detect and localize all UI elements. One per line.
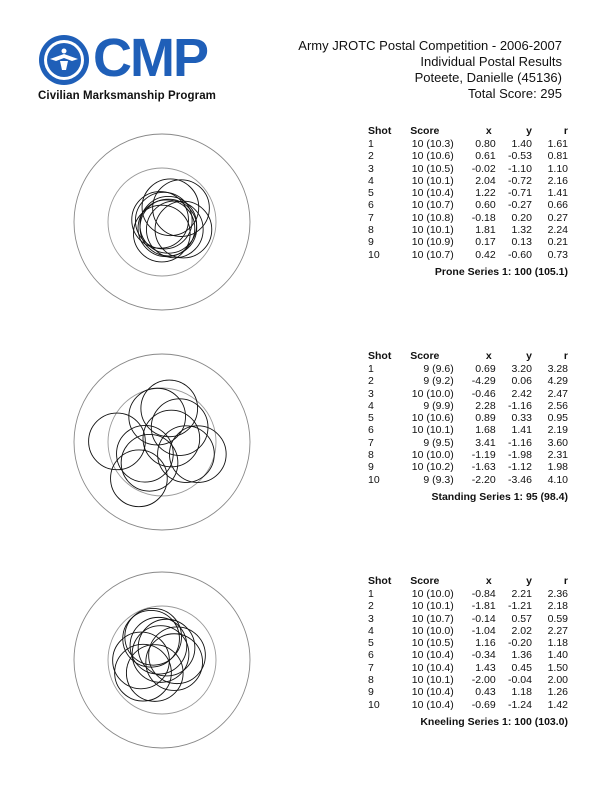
cell-y: 0.20: [511, 211, 532, 224]
cell-r: 1.10: [547, 162, 568, 175]
cell-r: 1.98: [547, 461, 568, 474]
cell-score: 10 (10.7): [411, 199, 454, 212]
table-row: [368, 588, 568, 600]
cell-r: 2.16: [547, 174, 568, 187]
table-row: [368, 212, 568, 224]
cell-x: -0.02: [471, 162, 496, 175]
table-row: [368, 699, 568, 711]
cell-y: -3.46: [508, 473, 532, 486]
cell-r: 1.26: [547, 686, 568, 699]
table-row: [368, 412, 568, 424]
cell-score: 10 (10.1): [411, 674, 454, 687]
cell-x: -0.14: [471, 612, 496, 625]
cmp-logo: [38, 28, 248, 104]
shot-hole: [89, 413, 146, 470]
shot-hole: [143, 410, 200, 467]
cell-y: 1.36: [511, 649, 532, 662]
kneeling-series-total: Kneeling Series 1: 100 (103.0): [420, 715, 568, 728]
cell-y: -1.16: [508, 436, 532, 449]
cell-r: 2.00: [547, 674, 568, 687]
table-row: [368, 649, 568, 661]
cell-y: 2.02: [511, 624, 532, 637]
cell-score: 10 (10.6): [411, 150, 454, 163]
col-r: r: [563, 575, 568, 587]
cell-r: 1.41: [547, 187, 568, 200]
cell-x: -2.00: [471, 674, 496, 687]
cell-shot: 7: [368, 211, 374, 224]
cell-y: 1.32: [511, 224, 532, 237]
shooter-name: Poteete, Danielle (45136): [414, 70, 562, 85]
col-r: r: [563, 350, 568, 362]
cell-score: 10 (10.0): [411, 449, 454, 462]
shot-hole: [169, 426, 226, 483]
cell-y: -1.98: [508, 449, 532, 462]
cell-y: 2.21: [511, 588, 532, 600]
cell-y: -0.04: [508, 674, 532, 687]
cell-shot: 5: [368, 187, 374, 200]
table-row: [368, 375, 568, 387]
cell-score: 10 (10.0): [411, 387, 454, 400]
cell-score: 10 (10.5): [411, 162, 454, 175]
cell-r: 1.61: [547, 138, 568, 150]
cell-r: 1.40: [547, 649, 568, 662]
logo-wordmark: CMP: [93, 28, 207, 88]
shot-hole: [115, 644, 172, 701]
cell-y: 1.40: [511, 138, 532, 150]
cell-y: -0.60: [508, 248, 532, 261]
col-shot: Shot: [368, 125, 392, 137]
cell-x: 0.17: [475, 236, 496, 249]
table-row: [368, 449, 568, 461]
cell-r: 2.27: [547, 624, 568, 637]
cell-y: 3.20: [511, 363, 532, 375]
col-score: Score: [410, 350, 440, 362]
prone-shot-plot: [72, 132, 252, 312]
cell-r: 3.28: [547, 363, 568, 375]
cell-x: -0.69: [471, 698, 496, 711]
cell-shot: 10: [368, 698, 380, 711]
cell-r: 2.47: [547, 387, 568, 400]
col-y: y: [526, 575, 532, 587]
table-header-row: [368, 349, 568, 363]
cell-shot: 3: [368, 612, 374, 625]
cell-score: 10 (10.8): [411, 211, 454, 224]
cell-shot: 3: [368, 162, 374, 175]
cell-shot: 6: [368, 649, 374, 662]
cell-r: 2.18: [547, 600, 568, 613]
cell-shot: 1: [368, 138, 374, 150]
col-shot: Shot: [368, 575, 392, 587]
table-row: [368, 138, 568, 150]
cell-x: 1.68: [475, 424, 496, 437]
cell-score: 10 (10.9): [411, 236, 454, 249]
cell-shot: 8: [368, 674, 374, 687]
cell-y: -0.71: [508, 187, 532, 200]
cell-score: 10 (10.1): [411, 224, 454, 237]
cell-shot: 5: [368, 637, 374, 650]
table-row: [368, 388, 568, 400]
table-row: [368, 224, 568, 236]
cell-r: 1.50: [547, 661, 568, 674]
table-row: [368, 686, 568, 698]
cell-r: 0.59: [547, 612, 568, 625]
col-y: y: [526, 125, 532, 137]
target-outer-ring: [74, 572, 250, 748]
cell-y: 1.41: [511, 424, 532, 437]
cell-score: 10 (10.5): [411, 637, 454, 650]
cell-y: -1.12: [508, 461, 532, 474]
table-row: [368, 363, 568, 375]
table-row: [368, 600, 568, 612]
table-row: [368, 199, 568, 211]
cell-score: 9 (9.3): [423, 473, 454, 486]
col-score: Score: [410, 125, 440, 137]
cell-x: -4.29: [471, 375, 496, 388]
table-row: [368, 662, 568, 674]
table-row: [368, 400, 568, 412]
cell-shot: 2: [368, 150, 374, 163]
cell-r: 0.27: [547, 211, 568, 224]
cell-score: 9 (9.9): [423, 399, 454, 412]
table-row: [368, 637, 568, 649]
cell-y: 1.18: [511, 686, 532, 699]
competition-title: Army JROTC Postal Competition - 2006-2007: [298, 38, 562, 53]
cell-y: -0.72: [508, 174, 532, 187]
cell-y: -1.10: [508, 162, 532, 175]
cell-shot: 1: [368, 588, 374, 600]
kneeling-shot-plot: [72, 570, 252, 750]
col-shot: Shot: [368, 350, 392, 362]
table-row: [368, 236, 568, 248]
report-header: [298, 38, 562, 102]
kneeling-shot-table: [368, 574, 568, 711]
cell-x: 0.89: [475, 412, 496, 425]
cell-score: 10 (10.0): [411, 624, 454, 637]
shot-hole: [129, 388, 186, 445]
col-x: x: [485, 350, 492, 362]
cell-r: 0.21: [547, 236, 568, 249]
cell-y: 0.13: [511, 236, 532, 249]
cell-y: 0.45: [511, 661, 532, 674]
cell-shot: 10: [368, 473, 380, 486]
cell-r: 2.36: [547, 588, 568, 600]
cell-shot: 3: [368, 387, 374, 400]
cell-shot: 4: [368, 399, 374, 412]
cell-score: 10 (10.7): [411, 248, 454, 261]
cell-r: 0.95: [547, 412, 568, 425]
cell-shot: 6: [368, 199, 374, 212]
cell-score: 10 (10.7): [411, 612, 454, 625]
cell-x: -0.46: [471, 387, 496, 400]
cell-shot: 7: [368, 661, 374, 674]
prone-series-total: Prone Series 1: 100 (105.1): [434, 265, 568, 278]
cell-shot: 4: [368, 174, 374, 187]
cell-score: 9 (9.2): [423, 375, 454, 388]
cell-score: 10 (10.3): [411, 138, 454, 150]
cell-r: 4.29: [547, 375, 568, 388]
cell-x: 3.41: [475, 436, 496, 449]
cell-x: 0.42: [475, 248, 496, 261]
cell-x: 0.60: [475, 199, 496, 212]
table-row: [368, 613, 568, 625]
cell-x: 1.43: [475, 661, 496, 674]
col-y: y: [526, 350, 532, 362]
target-ten-ring: [108, 606, 216, 714]
logo-tagline: Civilian Marksmanship Program: [38, 90, 217, 102]
cell-x: -0.34: [471, 649, 496, 662]
cell-y: 0.06: [511, 375, 532, 388]
cell-shot: 5: [368, 412, 374, 425]
cell-r: 0.81: [547, 150, 568, 163]
cell-shot: 9: [368, 686, 374, 699]
table-row: [368, 163, 568, 175]
table-row: [368, 461, 568, 473]
cell-score: 10 (10.6): [411, 412, 454, 425]
cell-score: 10 (10.4): [411, 686, 454, 699]
cell-x: 2.04: [475, 174, 496, 187]
table-row: [368, 674, 568, 686]
cell-score: 10 (10.4): [411, 649, 454, 662]
shot-hole: [121, 434, 178, 491]
col-x: x: [485, 125, 492, 137]
cell-x: -1.19: [471, 449, 496, 462]
cell-r: 2.56: [547, 399, 568, 412]
cell-x: 0.69: [475, 363, 496, 375]
cell-y: -0.53: [508, 150, 532, 163]
cell-r: 1.42: [547, 698, 568, 711]
standing-target: [72, 352, 252, 532]
cell-y: 0.33: [511, 412, 532, 425]
prone-target: [72, 132, 252, 312]
cell-shot: 6: [368, 424, 374, 437]
cell-y: -0.27: [508, 199, 532, 212]
cell-y: -1.16: [508, 399, 532, 412]
total-score: Total Score: 295: [468, 86, 562, 101]
cell-shot: 2: [368, 375, 374, 388]
cell-x: -2.20: [471, 473, 496, 486]
cell-score: 10 (10.2): [411, 461, 454, 474]
prone-results: [368, 124, 568, 278]
table-row: [368, 187, 568, 199]
cell-x: -1.04: [471, 624, 496, 637]
table-header-row: [368, 124, 568, 138]
cell-x: 1.81: [475, 224, 496, 237]
table-row: [368, 474, 568, 486]
target-ten-ring: [108, 168, 216, 276]
cell-score: 10 (10.1): [411, 600, 454, 613]
table-row: [368, 437, 568, 449]
cell-shot: 1: [368, 363, 374, 375]
shot-hole: [151, 399, 208, 456]
cell-x: 1.16: [475, 637, 496, 650]
cell-x: 0.61: [475, 150, 496, 163]
cell-shot: 2: [368, 600, 374, 613]
target-outer-ring: [74, 134, 250, 310]
cell-score: 10 (10.4): [411, 661, 454, 674]
cell-shot: 8: [368, 224, 374, 237]
cell-r: 2.19: [547, 424, 568, 437]
cell-x: -0.84: [471, 588, 496, 600]
cell-shot: 8: [368, 449, 374, 462]
cell-r: 1.18: [547, 637, 568, 650]
cell-x: 2.28: [475, 399, 496, 412]
cell-r: 4.10: [547, 473, 568, 486]
cell-x: -1.63: [471, 461, 496, 474]
table-header-row: [368, 574, 568, 588]
cell-y: -0.20: [508, 637, 532, 650]
table-row: [368, 249, 568, 261]
cell-x: -1.81: [471, 600, 496, 613]
cell-shot: 9: [368, 236, 374, 249]
cell-x: 0.80: [475, 138, 496, 150]
cell-score: 10 (10.1): [411, 424, 454, 437]
cell-r: 2.24: [547, 224, 568, 237]
cell-y: -1.24: [508, 698, 532, 711]
report-title: Individual Postal Results: [420, 54, 562, 69]
cell-y: -1.21: [508, 600, 532, 613]
col-score: Score: [410, 575, 440, 587]
cell-x: -0.18: [471, 211, 496, 224]
standing-shot-table: [368, 349, 568, 486]
table-row: [368, 424, 568, 436]
col-r: r: [563, 125, 568, 137]
standing-series-total: Standing Series 1: 95 (98.4): [431, 490, 568, 503]
cell-r: 0.66: [547, 199, 568, 212]
table-row: [368, 175, 568, 187]
table-row: [368, 625, 568, 637]
cell-r: 0.73: [547, 248, 568, 261]
eagle-seal-icon: [38, 34, 90, 86]
cell-y: 0.57: [511, 612, 532, 625]
standing-shot-plot: [72, 352, 252, 532]
cell-score: 10 (10.0): [411, 588, 454, 600]
cell-score: 9 (9.5): [423, 436, 454, 449]
table-row: [368, 150, 568, 162]
cell-y: 2.42: [511, 387, 532, 400]
cell-score: 9 (9.6): [423, 363, 454, 375]
cell-score: 10 (10.4): [411, 698, 454, 711]
kneeling-results: [368, 574, 568, 728]
cell-r: 2.31: [547, 449, 568, 462]
cell-shot: 9: [368, 461, 374, 474]
shot-hole: [135, 192, 192, 249]
cell-score: 10 (10.1): [411, 174, 454, 187]
cell-x: 1.22: [475, 187, 496, 200]
cell-r: 3.60: [547, 436, 568, 449]
col-x: x: [485, 575, 492, 587]
cell-score: 10 (10.4): [411, 187, 454, 200]
shot-hole: [153, 180, 210, 237]
cell-shot: 4: [368, 624, 374, 637]
cell-shot: 7: [368, 436, 374, 449]
kneeling-target: [72, 570, 252, 750]
cell-shot: 10: [368, 248, 380, 261]
prone-shot-table: [368, 124, 568, 261]
cell-x: 0.43: [475, 686, 496, 699]
standing-results: [368, 349, 568, 503]
